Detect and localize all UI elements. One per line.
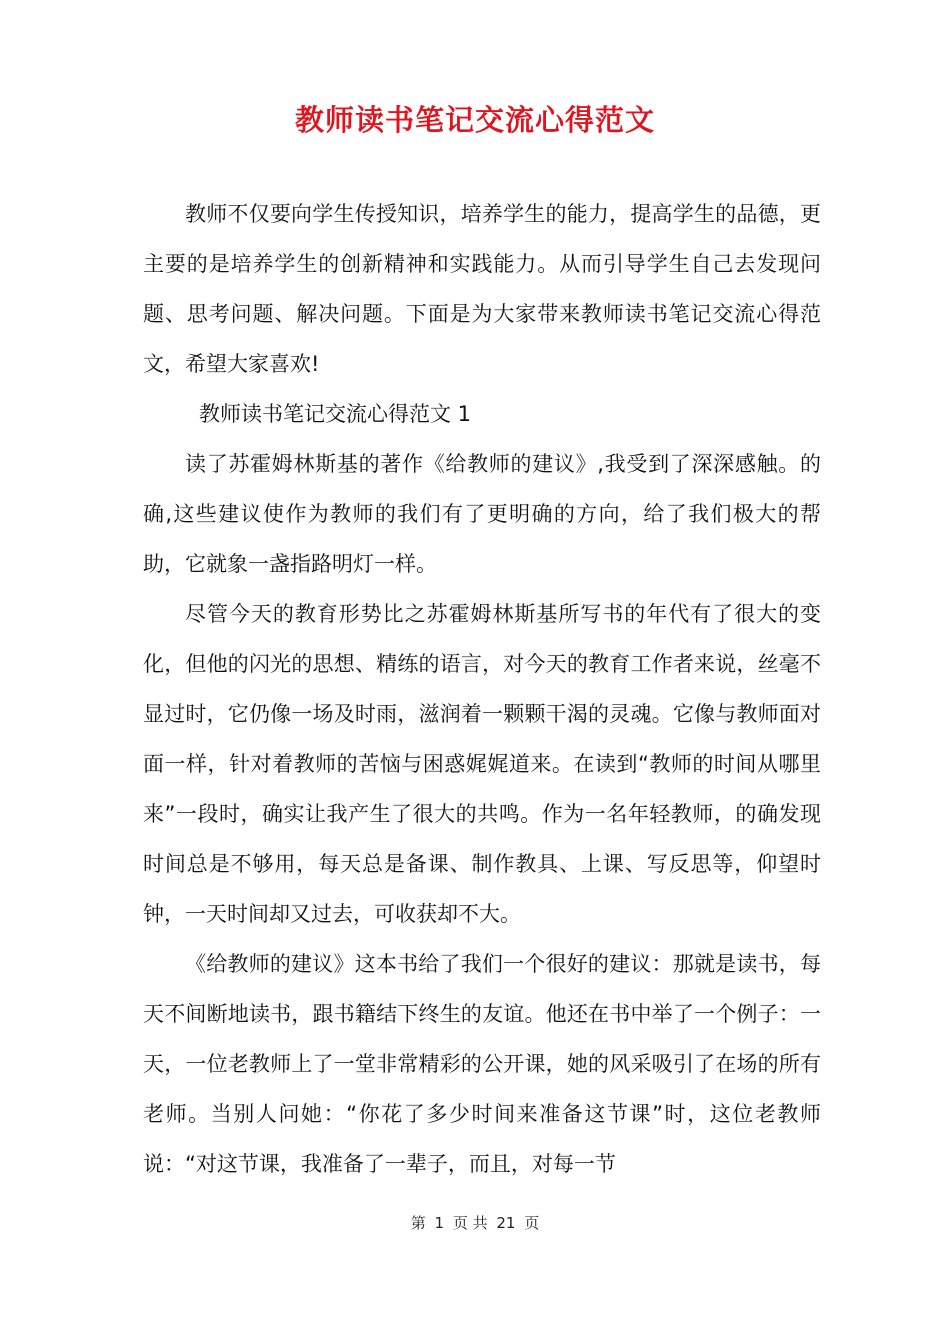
section-paragraph-2: 尽管今天的教育形势比之苏霍姆林斯基所写书的年代有了很大的变化，但他的闪光的思想、精练的语言，对今天的教育工作者来说，丝毫不显过时，它仍像一场及时雨，滋润着一颗颗干渴的灵魂。它像与教师面对面一样，针对着教师的苦恼与困惑娓娓道来。在读到“教师的时间从哪里来”一段时，确实让我产生了很大的共鸣。作为一名年轻教师，的确发现时间总是不够用，每天总是备课、制作教具、上课、写反思等，仰望时钟，一天时间却又过去，可收获却不大。 <box>143 602 821 926</box>
page-footer <box>0 1212 950 1233</box>
document-body <box>143 189 821 1189</box>
footer-total-pages: 21 <box>496 1214 516 1232</box>
document-title: 教师读书笔记交流心得范文 <box>294 103 655 137</box>
footer-suffix: 页 <box>524 1214 540 1232</box>
section-paragraph-1: 读了苏霍姆林斯基的著作《给教师的建议》,我受到了深深感触。的确,这些建议使作为教师的我们有了更明确的方向，给了我们极大的帮助，它就象一盏指路明灯一样。 <box>143 452 821 576</box>
footer-page-number: 1 <box>434 1214 445 1232</box>
intro-paragraph: 教师不仅要向学生传授知识，培养学生的能力，提高学生的品德，更主要的是培养学生的创新精神和实践能力。从而引导学生自己去发现问题、思考问题、解决问题。下面是为大家带来教师读书笔记交流心得范文，希望大家喜欢! <box>143 202 821 376</box>
footer-middle: 页 共 <box>452 1214 488 1232</box>
footer-prefix: 第 <box>410 1214 426 1232</box>
section-heading: 教师读书笔记交流心得范文 1 <box>199 402 472 426</box>
section-paragraph-3: 《给教师的建议》这本书给了我们一个很好的建议：那就是读书，每天不间断地读书，跟书籍结下终生的友谊。他还在书中举了一个例子：一天，一位老教师上了一堂非常精彩的公开课，她的风采吸引了在场的所有老师。当别人问她：“你花了多少时间来准备这节课”时，这位老教师说：“对这节课，我准备了一辈子，而且，对每一节 <box>143 952 821 1176</box>
